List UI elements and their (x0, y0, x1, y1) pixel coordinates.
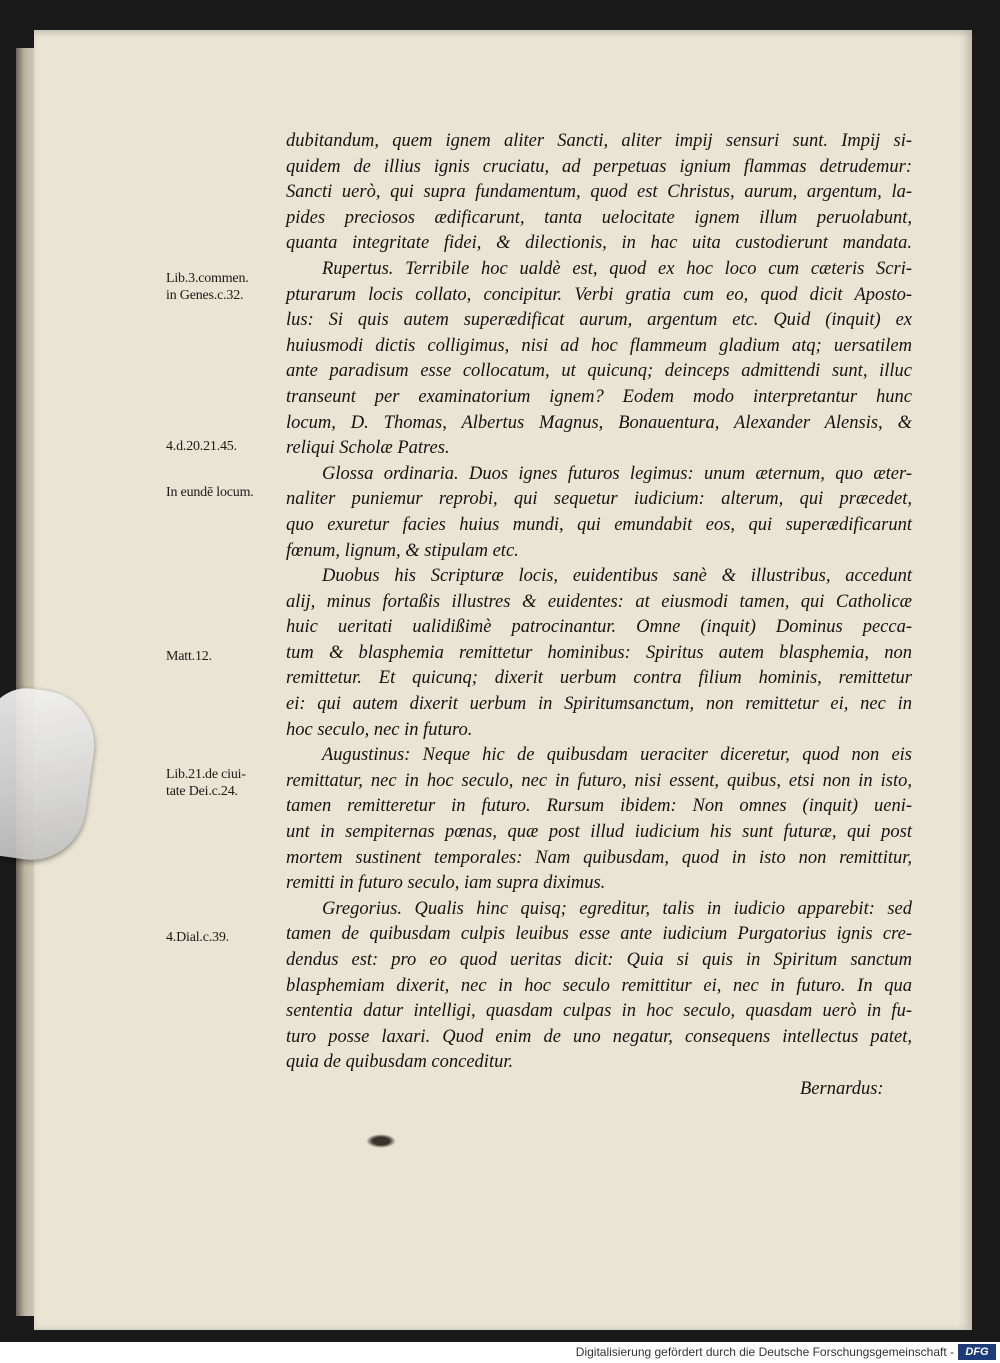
text-line: pturarum locis collato, concipitur. Verbi gratia cum eo, quod dicit Aposto- (286, 284, 912, 305)
text-line: quanta integritate fidei, & dilectionis, in hac uita custodierunt mandata. (286, 233, 912, 254)
text-line: naliter puniemur reprobi, qui sequetur iudicium: alterum, qui præcedet, (286, 489, 912, 510)
catchword: Bernardus: (800, 1079, 884, 1099)
text-line: blasphemiam dixerit, nec in hoc seculo remittitur ei, nec in futuro. In qua (286, 975, 912, 996)
text-line: remittetur. Et quicunq; dixerit uerbum contra filium hominis, remittetur (286, 668, 912, 689)
text-line: reliqui Scholæ Patres. (286, 438, 450, 459)
text-line: sententia datur intelligi, quasdam culpas in hoc seculo, quasdam uerò in fu- (286, 1001, 912, 1022)
text-line: unt in sempiternas pœnas, quæ post illud iudicium his sunt futuræ, qui post (286, 822, 912, 843)
margin-note-thomas (166, 438, 286, 455)
text-line: quo exuretur facies huius mundi, qui emundabit eos, qui superædificarunt (286, 514, 912, 535)
text-line: remittatur, nec in hoc seculo, nec in futuro, nisi essent, quibus, etsi non in isto, (286, 770, 912, 791)
text-line: pides preciosos ædificarunt, tanta uelocitate ignem illum peruolabunt, (286, 207, 912, 228)
text-line: quia de quibusdam conceditur. (286, 1052, 514, 1073)
funding-note: Digitalisierung gefördert durch die Deutsche Forschungsgemeinschaft - (575, 1345, 954, 1359)
text-line: transeunt per examinatorium ignem? Eodem modo interpretantur hunc (286, 386, 912, 407)
margin-note-augustinus (166, 766, 286, 800)
margin-note-line: 4.Dial.c.39. (166, 930, 229, 945)
margin-note-rupertus (166, 270, 286, 304)
text-line: fœnum, lignum, & stipulam etc. (286, 540, 519, 561)
footer-bar (0, 1342, 1000, 1363)
margin-note-line: Lib.3.commen. (166, 271, 249, 286)
text-line: Duobus his Scripturæ locis, euidentibus sanè & illustribus, accedunt (322, 566, 912, 587)
margin-note-line: In eundē locum. (166, 485, 254, 500)
text-line: Rupertus. Terribile hoc ualdè est, quod ex hoc loco cum cæteris Scri- (322, 258, 912, 279)
margin-note-line: in Genes.c.32. (166, 288, 244, 303)
text-line: Gregorius. Qualis hinc quisq; egreditur, talis in iudicio apparebit: sed (322, 898, 912, 919)
text-line: turo posse laxari. Quod enim de uno negatur, consequens intellectus patet, (286, 1026, 912, 1047)
text-line: Sancti uerò, qui supra fundamentum, quod est Christus, aurum, argentum, la- (286, 182, 912, 203)
text-line: huic ueritati ualidißimè patrocinantur. Omne (inquit) Dominus pecca- (286, 617, 912, 638)
margin-note-line: Matt.12. (166, 649, 212, 664)
text-line: huiusmodi dictis colligimus, nisi ad hoc flammeum gladium atq; uersatilem (286, 335, 912, 356)
margin-note-line: Lib.21.de ciui- (166, 767, 246, 782)
margin-note-line: 4.d.20.21.45. (166, 439, 237, 454)
margin-note-matthew (166, 648, 286, 665)
text-line: alij, minus fortaßis illustres & euidentes: at eiusmodi tamen, qui Catholicæ (286, 591, 912, 612)
dfg-logo: DFG (958, 1344, 996, 1360)
text-line: quidem de illius ignis cruciatu, ad perpetuas ignium flammas detrudemur: (286, 156, 912, 177)
text-line: ante paradisum esse collocatum, ut quicunq; deinceps admittendi sunt, illuc (286, 361, 912, 382)
ornament-icon (366, 1134, 396, 1148)
text-line: tamen remitteretur in futuro. Rursum ibidem: Non omnes (inquit) ueni- (286, 796, 912, 817)
text-line: tum & blasphemia remittetur hominibus: Spiritus autem blasphemia, non (286, 642, 912, 663)
margin-note-glossa (166, 484, 286, 501)
margin-note-line: tate Dei.c.24. (166, 784, 238, 799)
text-line: Glossa ordinaria. Duos ignes futuros legimus: unum æternum, quo æter- (322, 463, 912, 484)
text-line: ei: qui autem dixerit uerbum in Spiritumsanctum, non remittetur ei, nec in (286, 694, 912, 715)
text-line: locum, D. Thomas, Albertus Magnus, Bonauentura, Alexander Alensis, & (286, 412, 912, 433)
text-line: remitti in futuro seculo, iam supra diximus. (286, 873, 606, 894)
text-line: tamen de quibusdam culpis leuibus esse ante iudicium Purgatorius ignis cre- (286, 924, 912, 945)
margin-note-gregorius (166, 929, 286, 946)
text-line: mortem sustinent temporales: Nam quibusdam, quod in isto non remittitur, (286, 847, 912, 868)
text-line: Augustinus: Neque hic de quibusdam ueraciter diceretur, quod non eis (322, 745, 912, 766)
text-line: dubitandum, quem ignem aliter Sancti, aliter impij sensuri sunt. Impij si- (286, 131, 912, 151)
text-line: dendus est: pro eo quod ueritas dicit: Quia si quis in Spiritum sanctum (286, 950, 912, 970)
main-text (286, 129, 912, 1076)
text-line: hoc seculo, nec in futuro. (286, 719, 473, 740)
text-line: lus: Si quis autem superædificat aurum, argentum etc. Quid (inquit) ex (286, 310, 912, 331)
